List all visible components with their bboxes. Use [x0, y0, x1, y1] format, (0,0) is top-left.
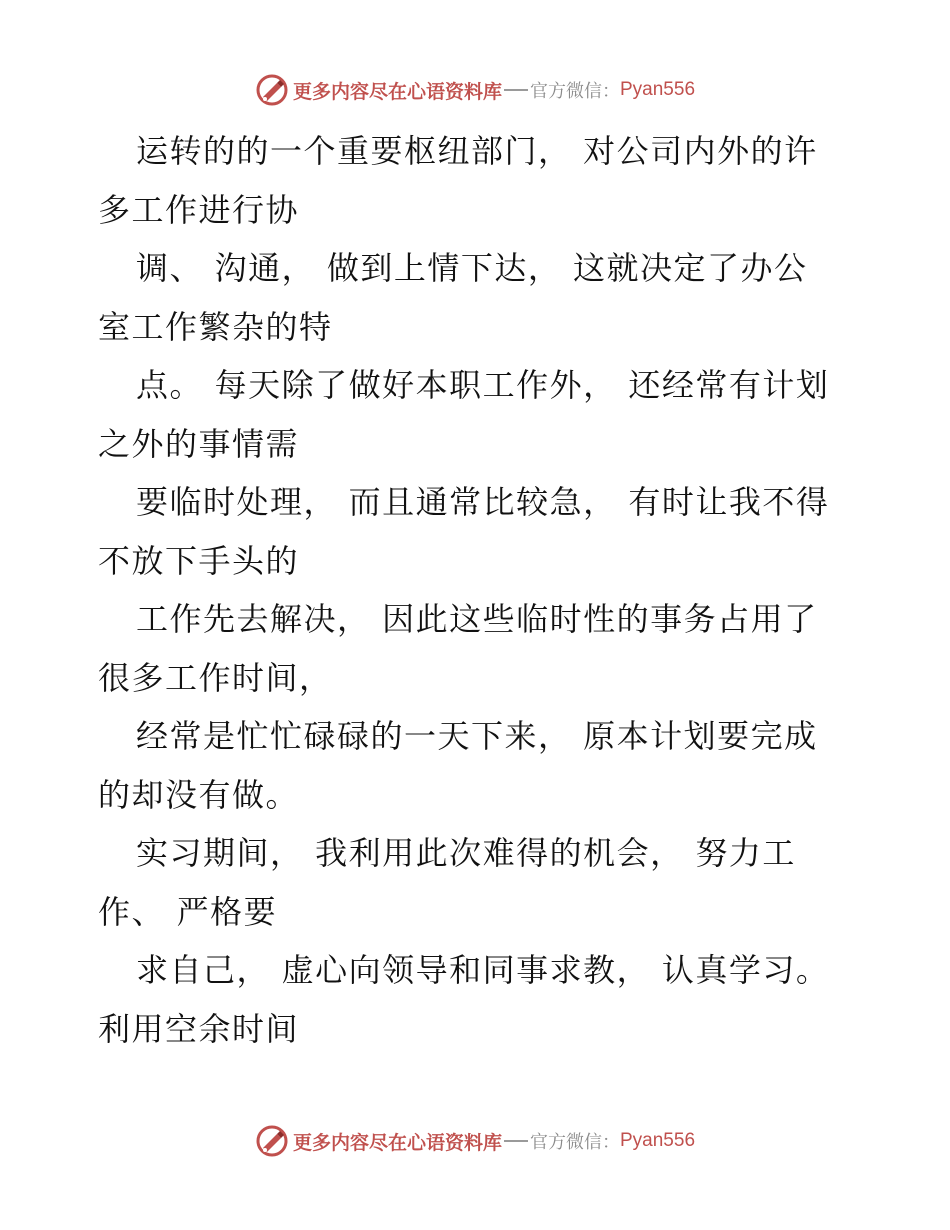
footer-wechat-label: 官方微信： — [530, 1132, 620, 1153]
text-line: 室工作繁杂的特 — [98, 307, 333, 346]
text-line: 利用空余时间 — [98, 1009, 300, 1048]
text-line: 不放下手头的 — [98, 541, 300, 580]
text-line: 经常是忙忙碌碌的一天下来， 原本计划要完成 — [136, 717, 818, 755]
pen-logo-icon — [255, 73, 289, 107]
header-banner — [0, 70, 950, 110]
text-line: 点。 每天除了做好本职工作外， 还经常有计划 — [136, 366, 830, 404]
text-line: 求自己， 虚心向领导和同事求教， 认真学习。 — [136, 951, 830, 989]
document-body — [98, 122, 858, 1058]
text-line: 工作先去解决， 因此这些临时性的事务占用了 — [136, 600, 818, 638]
header-dash — [504, 89, 528, 91]
text-line: 作、 严格要 — [98, 892, 278, 931]
pen-logo-icon — [255, 1124, 289, 1158]
text-line: 的却没有做。 — [98, 775, 300, 814]
text-line: 实习期间， 我利用此次难得的机会， 努力工 — [136, 834, 796, 872]
footer-brand: 更多内容尽在心语资料库 — [292, 1131, 502, 1154]
header-wechat-label: 官方微信： — [530, 81, 620, 102]
header-handle: Pyan556 — [620, 79, 696, 100]
text-line: 调、 沟通， 做到上情下达， 这就决定了办公 — [136, 249, 808, 287]
text-line: 多工作进行协 — [98, 190, 300, 229]
text-line: 之外的事情需 — [98, 424, 300, 463]
footer-handle: Pyan556 — [620, 1130, 696, 1151]
text-line: 很多工作时间， — [98, 658, 333, 697]
text-line: 要临时处理， 而且通常比较急， 有时让我不得 — [136, 483, 830, 521]
footer-banner — [0, 1121, 950, 1161]
text-line: 运转的的一个重要枢纽部门， 对公司内外的许 — [136, 132, 818, 170]
header-brand: 更多内容尽在心语资料库 — [292, 80, 502, 103]
footer-dash — [504, 1140, 528, 1142]
